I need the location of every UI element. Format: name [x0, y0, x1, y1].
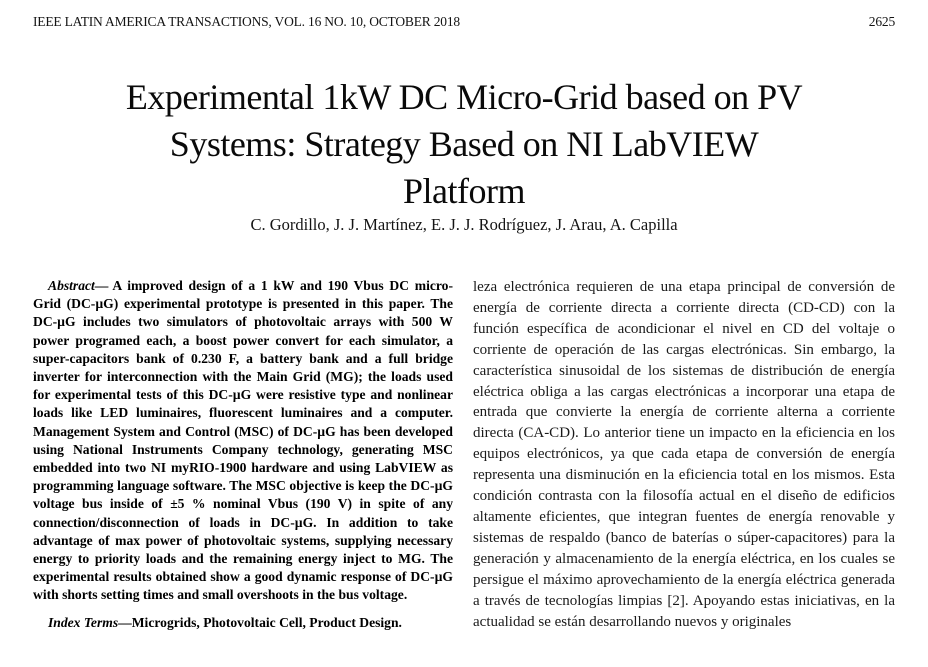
paper-title-line-1: Experimental 1kW DC Micro-Grid based on PV	[125, 77, 803, 117]
paper-title-line-3: Platform	[403, 171, 525, 211]
index-terms-label: Index Terms	[48, 614, 119, 630]
paper-title	[0, 74, 928, 215]
body-text-paragraph	[473, 277, 895, 632]
index-terms-text: —Microgrids, Photovoltaic Cell, Product Design.	[118, 614, 402, 630]
abstract-label: Abstract—	[48, 278, 109, 293]
abstract-text: A improved design of a 1 kW and 190 Vbus DC micro-Grid (DC-µG) experimental prototype is presented in this paper. The DC-µG includes two simulators of photovoltaic arrays with 500 W power programed each, a boost power convert for each simulator, a super-capacitors bank of 0.230 F, a battery bank and a full bridge inverter for interconnection with the Main Grid (MG); the loads used for experimental tests of this DC-µG were resistive type and nonlinear loads like LED luminaires, fluorescent luminaires and a computer. Management System and Control (MSC) of DC-µG has been developed using National Instruments Company technology, generating MSC embedded into two NI myRIO-1900 hardware and using LabVIEW as programming language software. The MSC objective is keep the DC-µG voltage bus inside of ±5 % nominal Vbus (190 V) in spite of any connection/disconnection of loads in DC-µG. In addition to take advantage of max power of photovoltaic systems, supplying necessary energy to priority loads and the remaining energy inject to MG. The experimental results obtained show a good dynamic response of DC-µG with shorts setting times and small overshoots in the bus voltage.	[33, 278, 453, 603]
left-column	[33, 277, 453, 632]
journal-header-text: IEEE LATIN AMERICA TRANSACTIONS, VOL. 16 NO. 10, OCTOBER 2018	[33, 14, 460, 29]
index-terms-paragraph	[33, 614, 453, 632]
body-text: leza electrónica requieren de una etapa principal de conversión de energía de corriente directa a corriente directa (CD-CD) con la función específica de acondicionar el nivel en CD del voltaje o corriente de operación de las cargas electrónicas. Sin embargo, la característica sinusoidal de los sistemas de distribución de energía eléctrica obliga a las cargas electrónicas a incorporar una etapa de entrada que convierte la energía de corriente alterna a corriente directa (CA-CD). Lo anterior tiene un impacto en la eficiencia en los equipos electrónicos, ya que cada etapa de conversión de energía representa una disminución en la eficiencia total en los mismos. Esta condición contrasta con la filosofía actual en el diseño de edificios altamente eficientes, que integran fuentes de energía renovable y sistemas de respaldo (banco de baterías o súper-capacitores) para la generación y almacenamiento de la energía eléctrica, en los cuales se persigue el máximo aprovechamiento de la energía eléctrica generada a través de tecnologías limpias [2]. Apoyando estas iniciativas, en la actualidad se están desarrollando nuevos y originales	[473, 279, 895, 630]
right-column	[473, 277, 895, 632]
paper-title-line-2: Systems: Strategy Based on NI LabVIEW	[169, 124, 759, 164]
running-header	[33, 13, 895, 30]
authors-line: C. Gordillo, J. J. Martínez, E. J. J. Rodríguez, J. Arau, A. Capilla	[250, 215, 678, 234]
abstract-paragraph	[33, 277, 453, 605]
content-columns	[33, 277, 895, 632]
page-number: 2625	[868, 14, 895, 29]
